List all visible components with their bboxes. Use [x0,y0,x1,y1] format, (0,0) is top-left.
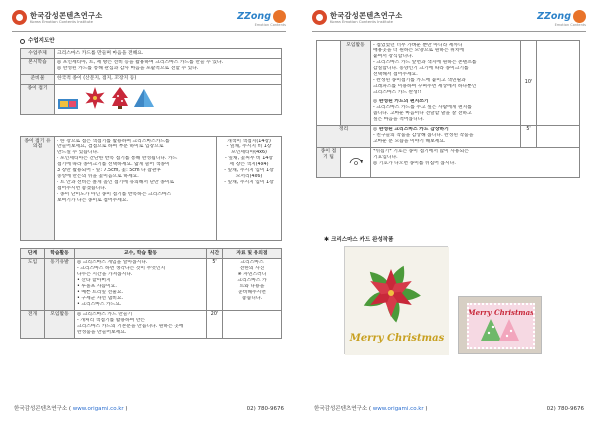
activity-table-continued [316,40,580,178]
material-line: 좋습니다. [241,296,263,302]
page-header [12,6,286,30]
material-line: 트와 나용을 [239,284,265,290]
phase-time: 20' [207,310,223,338]
merry-christmas-text: Merry Christmas [469,308,533,317]
phase-line: 씁니다. 고마운 마음이나 전달할 말을 잘 전하고 [373,111,472,117]
phase-subtitle: ◎ 완성된 카드의 편지쓰기 [373,99,429,105]
table-row [317,41,580,126]
phase-time: 5' [207,258,223,310]
footer-phone: 02) 780-9676 [546,406,584,412]
phase-line: 크리스마스 카드 완성!! [373,90,422,96]
note-line: 세 장는 색지(4x4) [229,162,269,168]
flip-symbol-cell [341,147,371,177]
institute-english-name: Korea Emotion Contents Institute [30,18,93,24]
phase-line: ◎ 크리스마스 게임을 알아봅시다. [77,260,148,266]
origami-thumbnails [55,84,282,114]
paper-packet-image [57,96,79,110]
institute-name: 한국감성콘텐츠연구소 [330,10,403,20]
phase-time: 5' [521,125,537,147]
row-value: 크리스마스 카드를 만들며 마음을 전해요. [55,49,282,59]
header-divider [312,31,586,32]
phase-line: 감실합니다. 동양인기 크기에 따라 종이크기를 [373,66,469,72]
red-tree-image [111,86,129,110]
phase-line: • 루돌프 사슴이요. [77,284,117,290]
guide-line: · 종이 난이도가 아닌 종이 접기를 반복하는 크리스마스 [57,192,172,198]
tree-card-image [469,305,533,347]
phase-line: 애용곳을 더 원하는 모양으로 원하는 위치에 [373,48,465,54]
zzong-logo-sub: Emotion Contents [254,23,286,27]
row-label: 준비물 [21,74,55,84]
phase-line: • 산타 할아버지 [77,278,111,284]
footer-org: 한국감성콘텐츠연구소 ( www.origami.co.kr ) [314,406,428,412]
phase-time: 10' [521,41,537,126]
institute-logo [312,10,402,25]
zzong-logo-sub: Emotion Contents [554,23,586,27]
phase-content [371,125,521,147]
activity-table [20,248,282,339]
header-divider [12,31,286,32]
tree-card-photo [458,296,542,354]
poinsettia-card-photo [344,246,448,354]
zzong-logo [237,10,286,27]
objective-line: ◎ 완성된 카드를 통해 관심과 감사 마음을 포괄적으로 전할 수 있다. [57,66,199,72]
page-footer [314,406,584,416]
guide-text [55,137,217,241]
phase-activity: 모임활동 [341,41,371,126]
material-line: 준비해주시면 [238,290,266,296]
phase-material [223,310,282,338]
phase-line: - 친구들의 작품을 감상해 봅니다. 완성된 작품을 [373,133,474,139]
table-row [21,310,282,338]
row-label: 수업주제 [21,49,55,59]
tip-line: 기호입니다. [373,155,398,161]
guide-line: 만들어보세요, 겹접으로 하여 부분 하이로 입장으로 [57,144,164,150]
tip-line: ◎ 기호가 나오면 종이를 뒤집어 봅시다. [373,161,456,167]
photos-title [324,236,393,244]
page-footer [14,406,284,416]
bullet-icon [20,39,25,44]
material-line: ※ 자연스러니 [237,272,267,278]
section-title [20,38,55,45]
lesson-plan-table [20,48,282,115]
phase-line: 붙여서 장식합니다. [373,54,414,60]
table-row [21,74,282,84]
note-line: - 잎채, 주시지 비 1장 [226,144,272,150]
guide-line: · 포인세티아는 간단한 반복 접기를 통해 완성됩니다. 카드 [57,156,178,162]
row-label: 본시학습 [21,58,55,74]
column-header: 교수, 학습 활동 [75,249,207,259]
guide-line: 접기에 따라 종이크기를 선택하세요. 얇게 쓸어 색종이 [57,162,170,168]
zzong-logo-icon [573,10,586,23]
row-value [55,58,282,74]
phase-line: 크레파스를 이용하여 꾸며주면 세상에서 하나뿐인 [373,84,477,90]
material-line: 전한의 사진 [239,266,265,272]
phase-line: • 크리스마스 카드요. [77,302,122,308]
guide-table [20,136,282,241]
page-header [312,6,586,30]
material-line: 크리스마스 [240,260,264,266]
phase-line: - 크리스마스 하면 생각나는 것이 무엇인지 [77,266,166,272]
material-line: 크리스마스 카 [237,278,267,284]
phase-step: 전개 [21,310,45,338]
zzong-logo [537,10,586,27]
institute-english-name: Korea Emotion Contents Institute [330,18,393,24]
pink-card [467,303,535,349]
table-row [21,84,282,114]
guide-line: 접어주시면 좋겠습니다. [57,186,107,192]
institute-name: 한국감성콘텐츠연구소 [30,10,103,20]
phase-line: - 개처리 색접기를 활용하여 만든 [77,318,146,324]
guide-line: · 트 안과 선비는 폴게 높인 접기에 유의해서 단만 종이로 [57,180,175,186]
phase-line: - 크리스마스 카드를 주고 싶은 사람에게 편지를 [373,105,472,111]
footer-org-name: 한국감성콘텐츠연구소 [314,406,368,412]
row-label: 종이 접기 [21,84,55,114]
phase-material [223,258,282,310]
table-row [317,147,580,177]
phase-line: 나누는 시간을 가져봅시다. [77,272,133,278]
footer-url[interactable]: www.origami.co.kr [72,406,124,412]
table-row [21,258,282,310]
phase-line: - 완성된 종이접기를 카드에 붙이고 색연필과 [373,78,466,84]
phase-activity: 모임활동 [45,310,75,338]
note-line: 모서리(4x6) [235,174,263,180]
guide-line: 만드실 수 있습니다. [57,150,99,156]
phase-line: - 접었었던 너무 가벼운 뿐만 아니라 세까니 [373,42,463,48]
note-line: - 잎채, 주시지 입이 1장 [224,168,274,174]
blue-tree-image [133,88,155,110]
guide-line: 보여기가 나는 종이로 접어주세요. [57,198,128,204]
phase-line: 싶은 마음을 적어봅니다. [373,117,424,123]
merry-christmas-text: Merry Christmas [349,333,445,344]
zzong-logo-text: ZZong [237,10,271,22]
objective-line: ◎ 포인세티아, 트, 세 방는 선비 등을 활용하여 크리스마스 카드를 만들 수 있다. [57,60,224,66]
phase-line: 선택해서 접어주세요. [373,72,418,78]
institute-logo-icon [312,10,327,25]
phase-subtitle: ◎ 완성된 크리스마스 카드 감상하기 [373,127,449,133]
row-label: 종이 접기 유의점 [21,137,55,241]
guide-line: 중앙에 만든의 뒤을 꽃이음으로 하세요. [57,174,139,180]
phase-step [317,41,341,126]
footer-phone: 02) 780-9676 [246,406,284,412]
table-row [21,58,282,74]
phase-content [371,41,521,126]
phase-line: • 구세군 자선 냄비요. [77,296,123,302]
photos-title-text: 크리스마스 카드 완성작품 [331,237,394,243]
table-row [21,49,282,59]
phase-content [75,258,207,310]
guide-line: · 한 장으로 접는 색접기를 활용하여 크리스마스카드를 [57,138,170,144]
row-value: 한국적 종이 (산문지, 접지, 꼬장지 등) [55,74,282,84]
phase-material [537,41,580,126]
table-row [21,137,282,241]
phase-line: - 크리스마스 카드 앞면과 색지에 원하는 콘텐츠를 [373,60,477,66]
right-page [300,0,598,426]
phase-step: 정리 [317,125,371,147]
note-line: - 잎채, 꽃씨무 비 14장 [225,156,273,162]
phase-line: 고마운 분 모습을 이야기 해보세요. [373,139,446,145]
phase-line: ◎ 크리스마스 카드 만들기 [77,312,133,318]
phase-activity: 동기유발 [45,258,75,310]
phase-line: 크리스마스 카드의 기본분을 만듭니다. 원하는 곳에 [77,324,184,330]
section-title-text: 수업지도안 [28,38,55,44]
footer-url[interactable]: www.origami.co.kr [372,406,424,412]
phase-step: 종이 접기 팁 [317,147,341,177]
guide-side-note [217,137,282,241]
institute-logo [12,10,102,25]
note-line: 개색이 색접지(14장) [227,138,271,144]
phase-line: 완성품을 만들어보세요. [77,330,127,336]
institute-logo-icon [12,10,27,25]
table-row [317,125,580,147]
phase-content [75,310,207,338]
phase-line: • 예쁜 트리잎 선물요. [77,290,123,296]
note-line: 포인세티아(4x6) [231,150,267,156]
poinsettia-image [83,86,107,110]
flip-icon [348,156,364,166]
zzong-logo-icon [273,10,286,23]
column-header: 학습활동 [45,249,75,259]
poinsettia-card-image [345,247,449,355]
star-icon: ✱ [324,236,332,243]
column-header: 자료 및 유의점 [223,249,282,259]
tip-content [371,147,580,177]
note-line: - 잎채, 주시지 입이 1장 [224,180,274,186]
column-header: 시간 [207,249,223,259]
zzong-logo-text: ZZong [537,10,571,22]
phase-material [537,125,580,147]
guide-line: 3 장만 활용되어 - 잎: 7.5cm, 꽃: 5cm 다 잡관후 [57,168,162,174]
footer-org: 한국감성콘텐츠연구소 ( www.origami.co.kr ) [14,406,128,412]
left-page [0,0,298,426]
footer-org-name: 한국감성콘텐츠연구소 [14,406,68,412]
table-header-row [21,249,282,259]
phase-step: 도입 [21,258,45,310]
tip-line: *뒤집기* 기호는 종이 접기에서 많이 사용되는 [373,149,469,155]
column-header: 단계 [21,249,45,259]
